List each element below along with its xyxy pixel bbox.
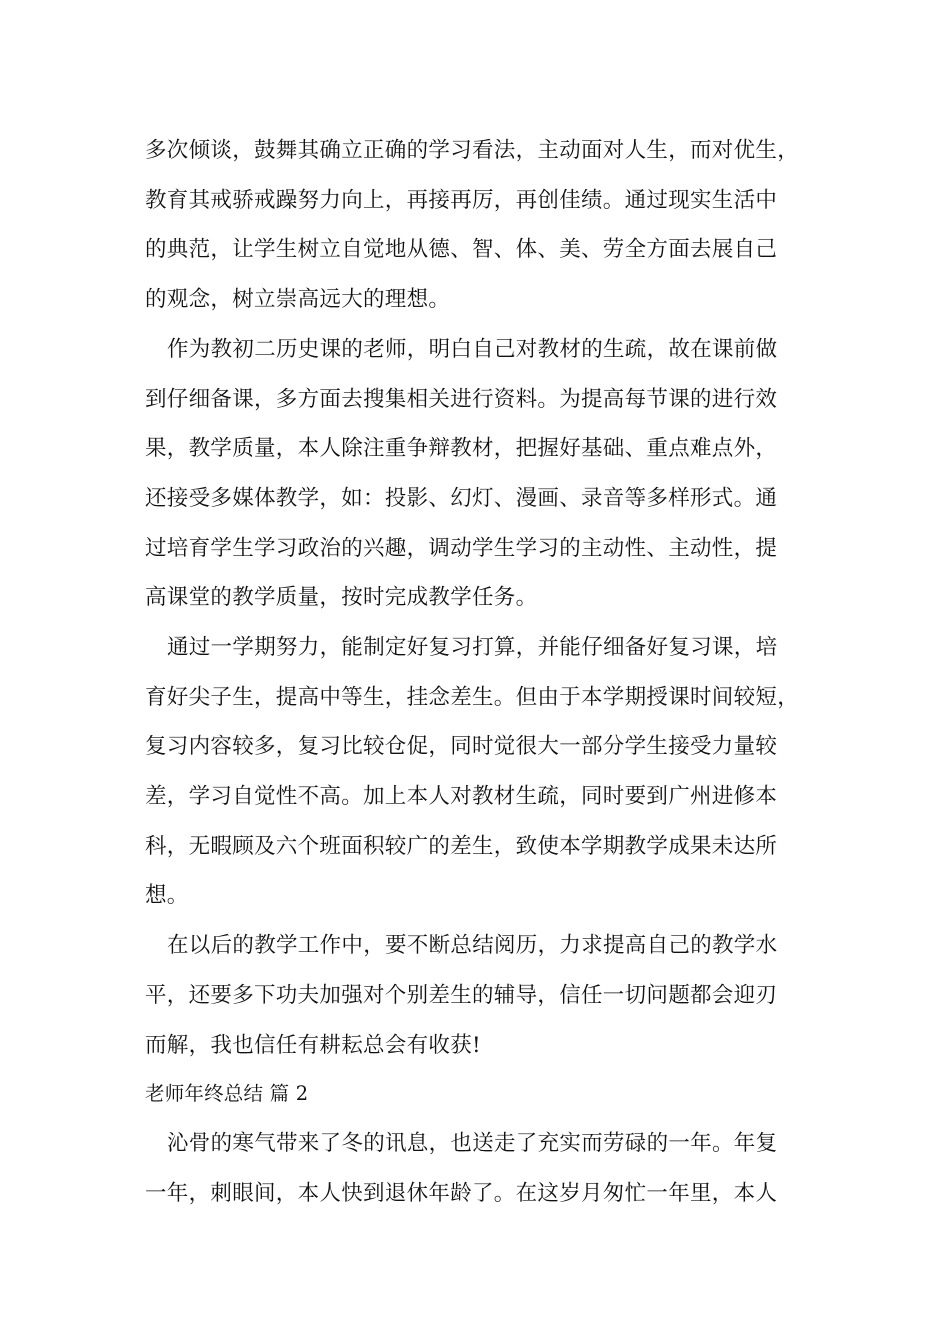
text-line: 教育其戒骄戒躁努力向上，再接再厉，再创佳绩。通过现实生活中 [145, 188, 778, 213]
text-line: 多次倾谈，鼓舞其确立正确的学习看法，主动面对人生，而对优生， [145, 138, 800, 163]
text-line: 果，教学质量，本人除注重争辩教材，把握好基础、重点难点外， [145, 436, 778, 461]
text-line: 育好尖子生，提高中等生，挂念差生。但由于本学期授课时间较短， [145, 685, 800, 710]
text-line: 一年，刺眼间，本人快到退休年龄了。在这岁月匆忙一年里，本人 [145, 1181, 778, 1206]
text-line: 作为教初二历史课的老师，明白自己对教材的生疏，故在课前做 [167, 337, 778, 362]
text-line: 科，无暇顾及六个班面积较广的差生，致使本学期教学成果未达所 [145, 834, 778, 859]
text-line: 通过一学期努力，能制定好复习打算，并能仔细备好复习课，培 [167, 635, 778, 660]
text-line: 高课堂的教学质量，按时完成教学任务。 [145, 585, 538, 610]
text-line: 到仔细备课，多方面去搜集相关进行资料。为提高每节课的进行效 [145, 387, 778, 412]
text-line: 还接受多媒体教学，如：投影、幻灯、漫画、录音等多样形式。通 [145, 486, 778, 511]
text-line: 而解，我也信任有耕耘总会有收获! [145, 1033, 481, 1058]
text-line: 过培育学生学习政治的兴趣，调动学生学习的主动性、主动性，提 [145, 536, 778, 561]
section-heading: 老师年终总结 篇 2 [145, 1082, 309, 1105]
text-line: 平，还要多下功夫加强对个别差生的辅导，信任一切问题都会迎刃 [145, 983, 778, 1008]
text-line: 沁骨的寒气带来了冬的讯息，也送走了充实而劳碌的一年。年复 [167, 1131, 778, 1156]
text-line: 在以后的教学工作中，要不断总结阅历，力求提高自己的教学水 [167, 933, 778, 958]
text-line: 的典范，让学生树立自觉地从德、智、体、美、劳全方面去展自己 [145, 237, 778, 262]
text-line: 想。 [145, 883, 189, 908]
text-line: 差，学习自觉性不高。加上本人对教材生疏，同时要到广州进修本 [145, 784, 778, 809]
text-line: 复习内容较多，复习比较仓促，同时觉很大一部分学生接受力量较 [145, 734, 778, 759]
text-line: 的观念，树立崇高远大的理想。 [145, 287, 451, 312]
